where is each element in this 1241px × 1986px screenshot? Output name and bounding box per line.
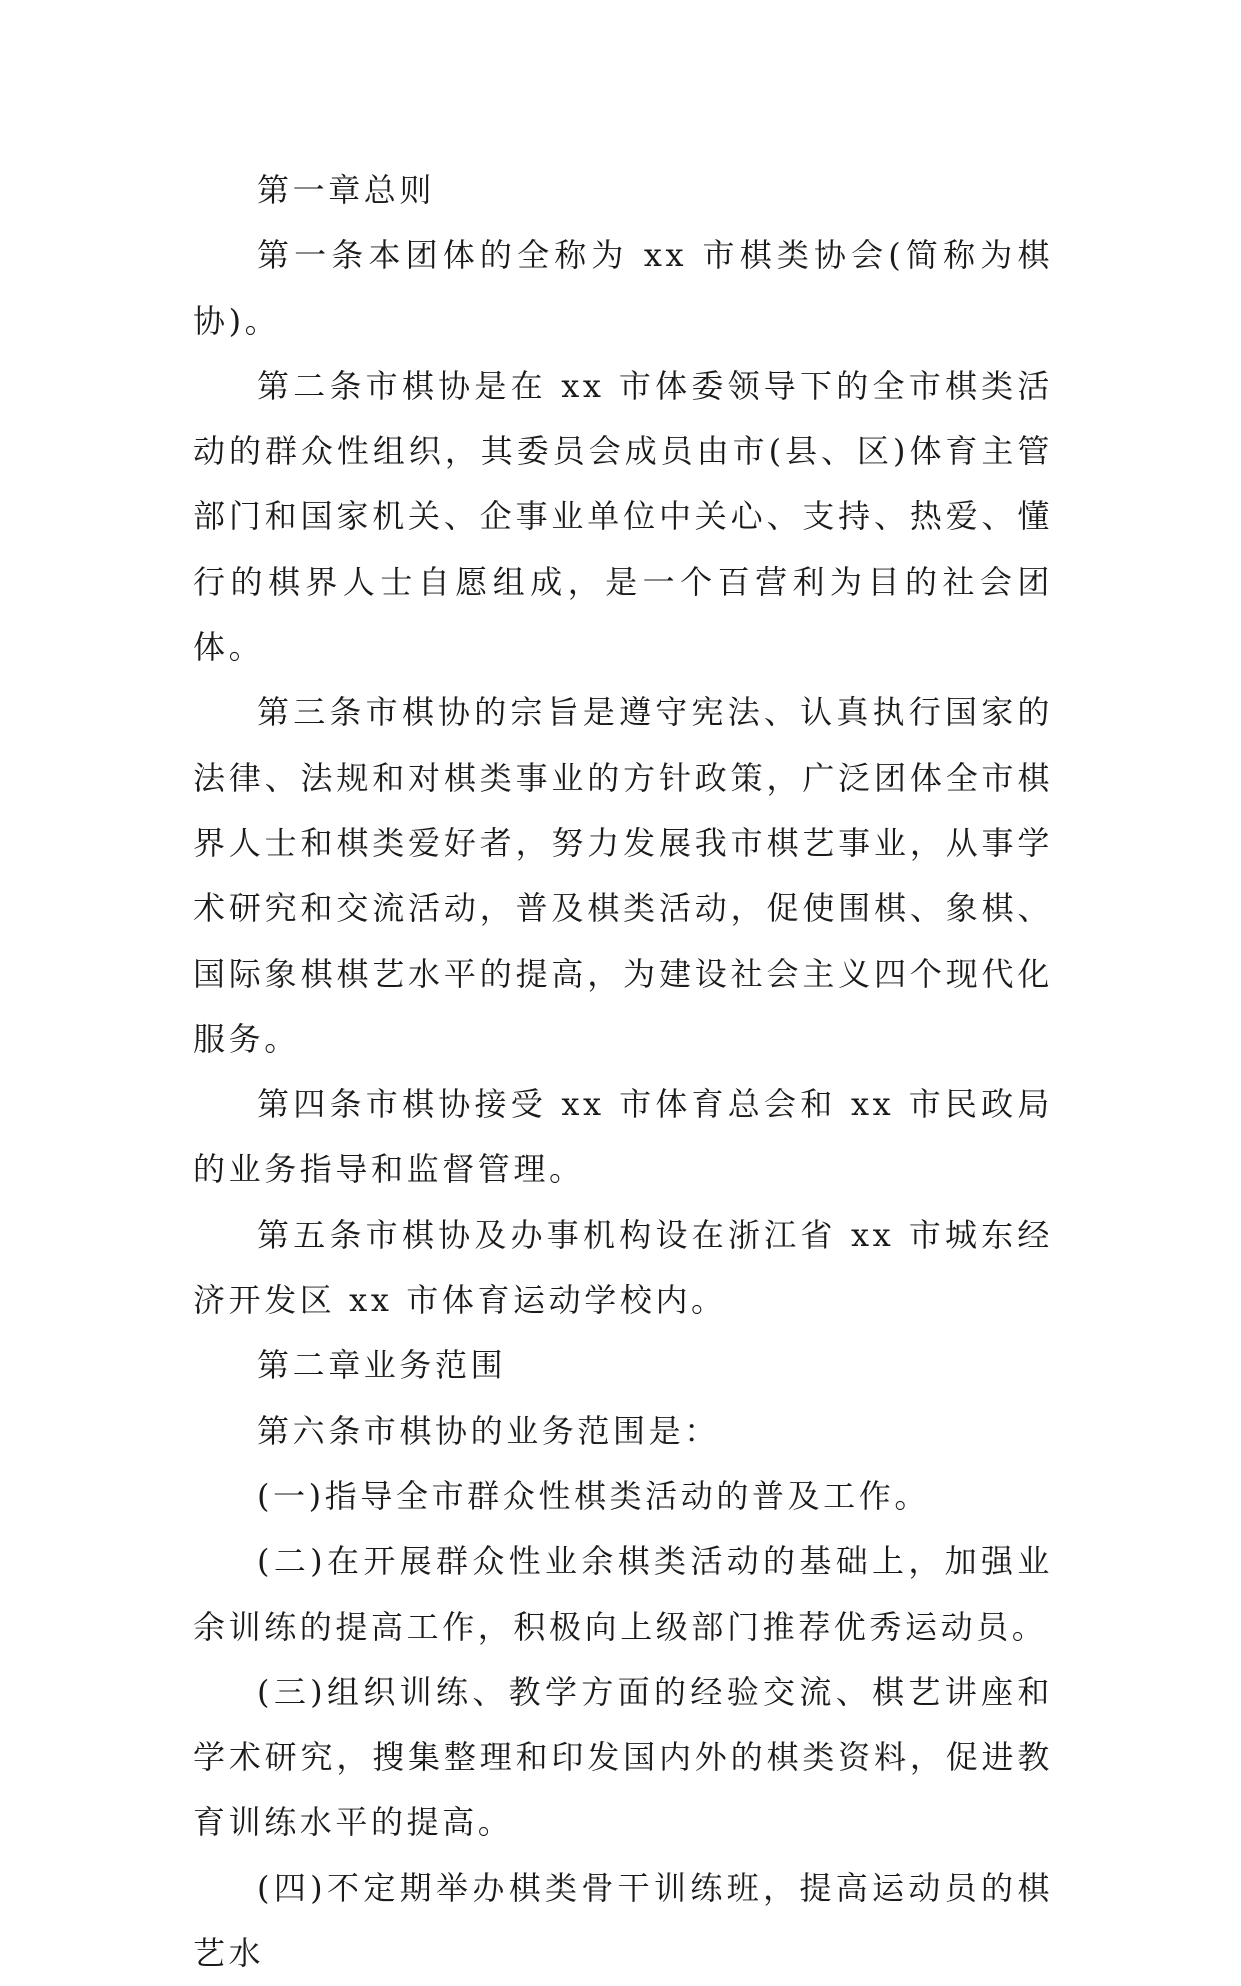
chapter-heading: 第二章业务范围 — [257, 1346, 507, 1385]
chapter-heading: 第一章总则 — [257, 171, 436, 209]
article-paragraph: 第二条市棋协是在 xx 市体委领导下的全市棋类活动的群众性组织，其委员会成员由市(县、区)体育主管部门和国家机关、企事业单位中关心、支持、热爱、懂行的棋界人士自愿组成，是一个百营利为目的社会团体。 — [193, 366, 1053, 667]
list-item-paragraph: (一)指导全市群众性棋类活动的普及工作。 — [257, 1476, 930, 1515]
article-paragraph: 第一条本团体的全称为 xx 市棋类协会(简称为棋协)。 — [193, 236, 1053, 340]
article-paragraph: 第四条市棋协接受 xx 市体育总会和 xx 市民政局的业务指导和监督管理。 — [193, 1085, 1053, 1189]
list-item-paragraph: (四)不定期举办棋类骨干训练班，提高运动员的棋艺水 — [193, 1868, 1053, 1973]
list-item-paragraph: (三)组织训练、教学方面的经验交流、棋艺讲座和学术研究，搜集整理和印发国内外的棋类资料，促进教育训练水平的提高。 — [193, 1672, 1053, 1842]
article-paragraph: 第五条市棋协及办事机构设在浙江省 xx 市城东经济开发区 xx 市体育运动学校内。 — [193, 1215, 1053, 1320]
article-paragraph: 第三条市棋协的宗旨是遵守宪法、认真执行国家的法律、法规和对棋类事业的方针政策，广泛团体全市棋界人士和棋类爱好者，努力发展我市棋艺事业，从事学术研究和交流活动，普及棋类活动，促使围棋、象棋、国际象棋棋艺水平的提高，为建设社会主义四个现代化服务。 — [193, 693, 1053, 1058]
list-item-paragraph: (二)在开展群众性业余棋类活动的基础上，加强业余训练的提高工作，积极向上级部门推荐优秀运动员。 — [193, 1542, 1053, 1646]
article-paragraph: 第六条市棋协的业务范围是： — [257, 1411, 720, 1450]
document-body — [193, 158, 1053, 1986]
